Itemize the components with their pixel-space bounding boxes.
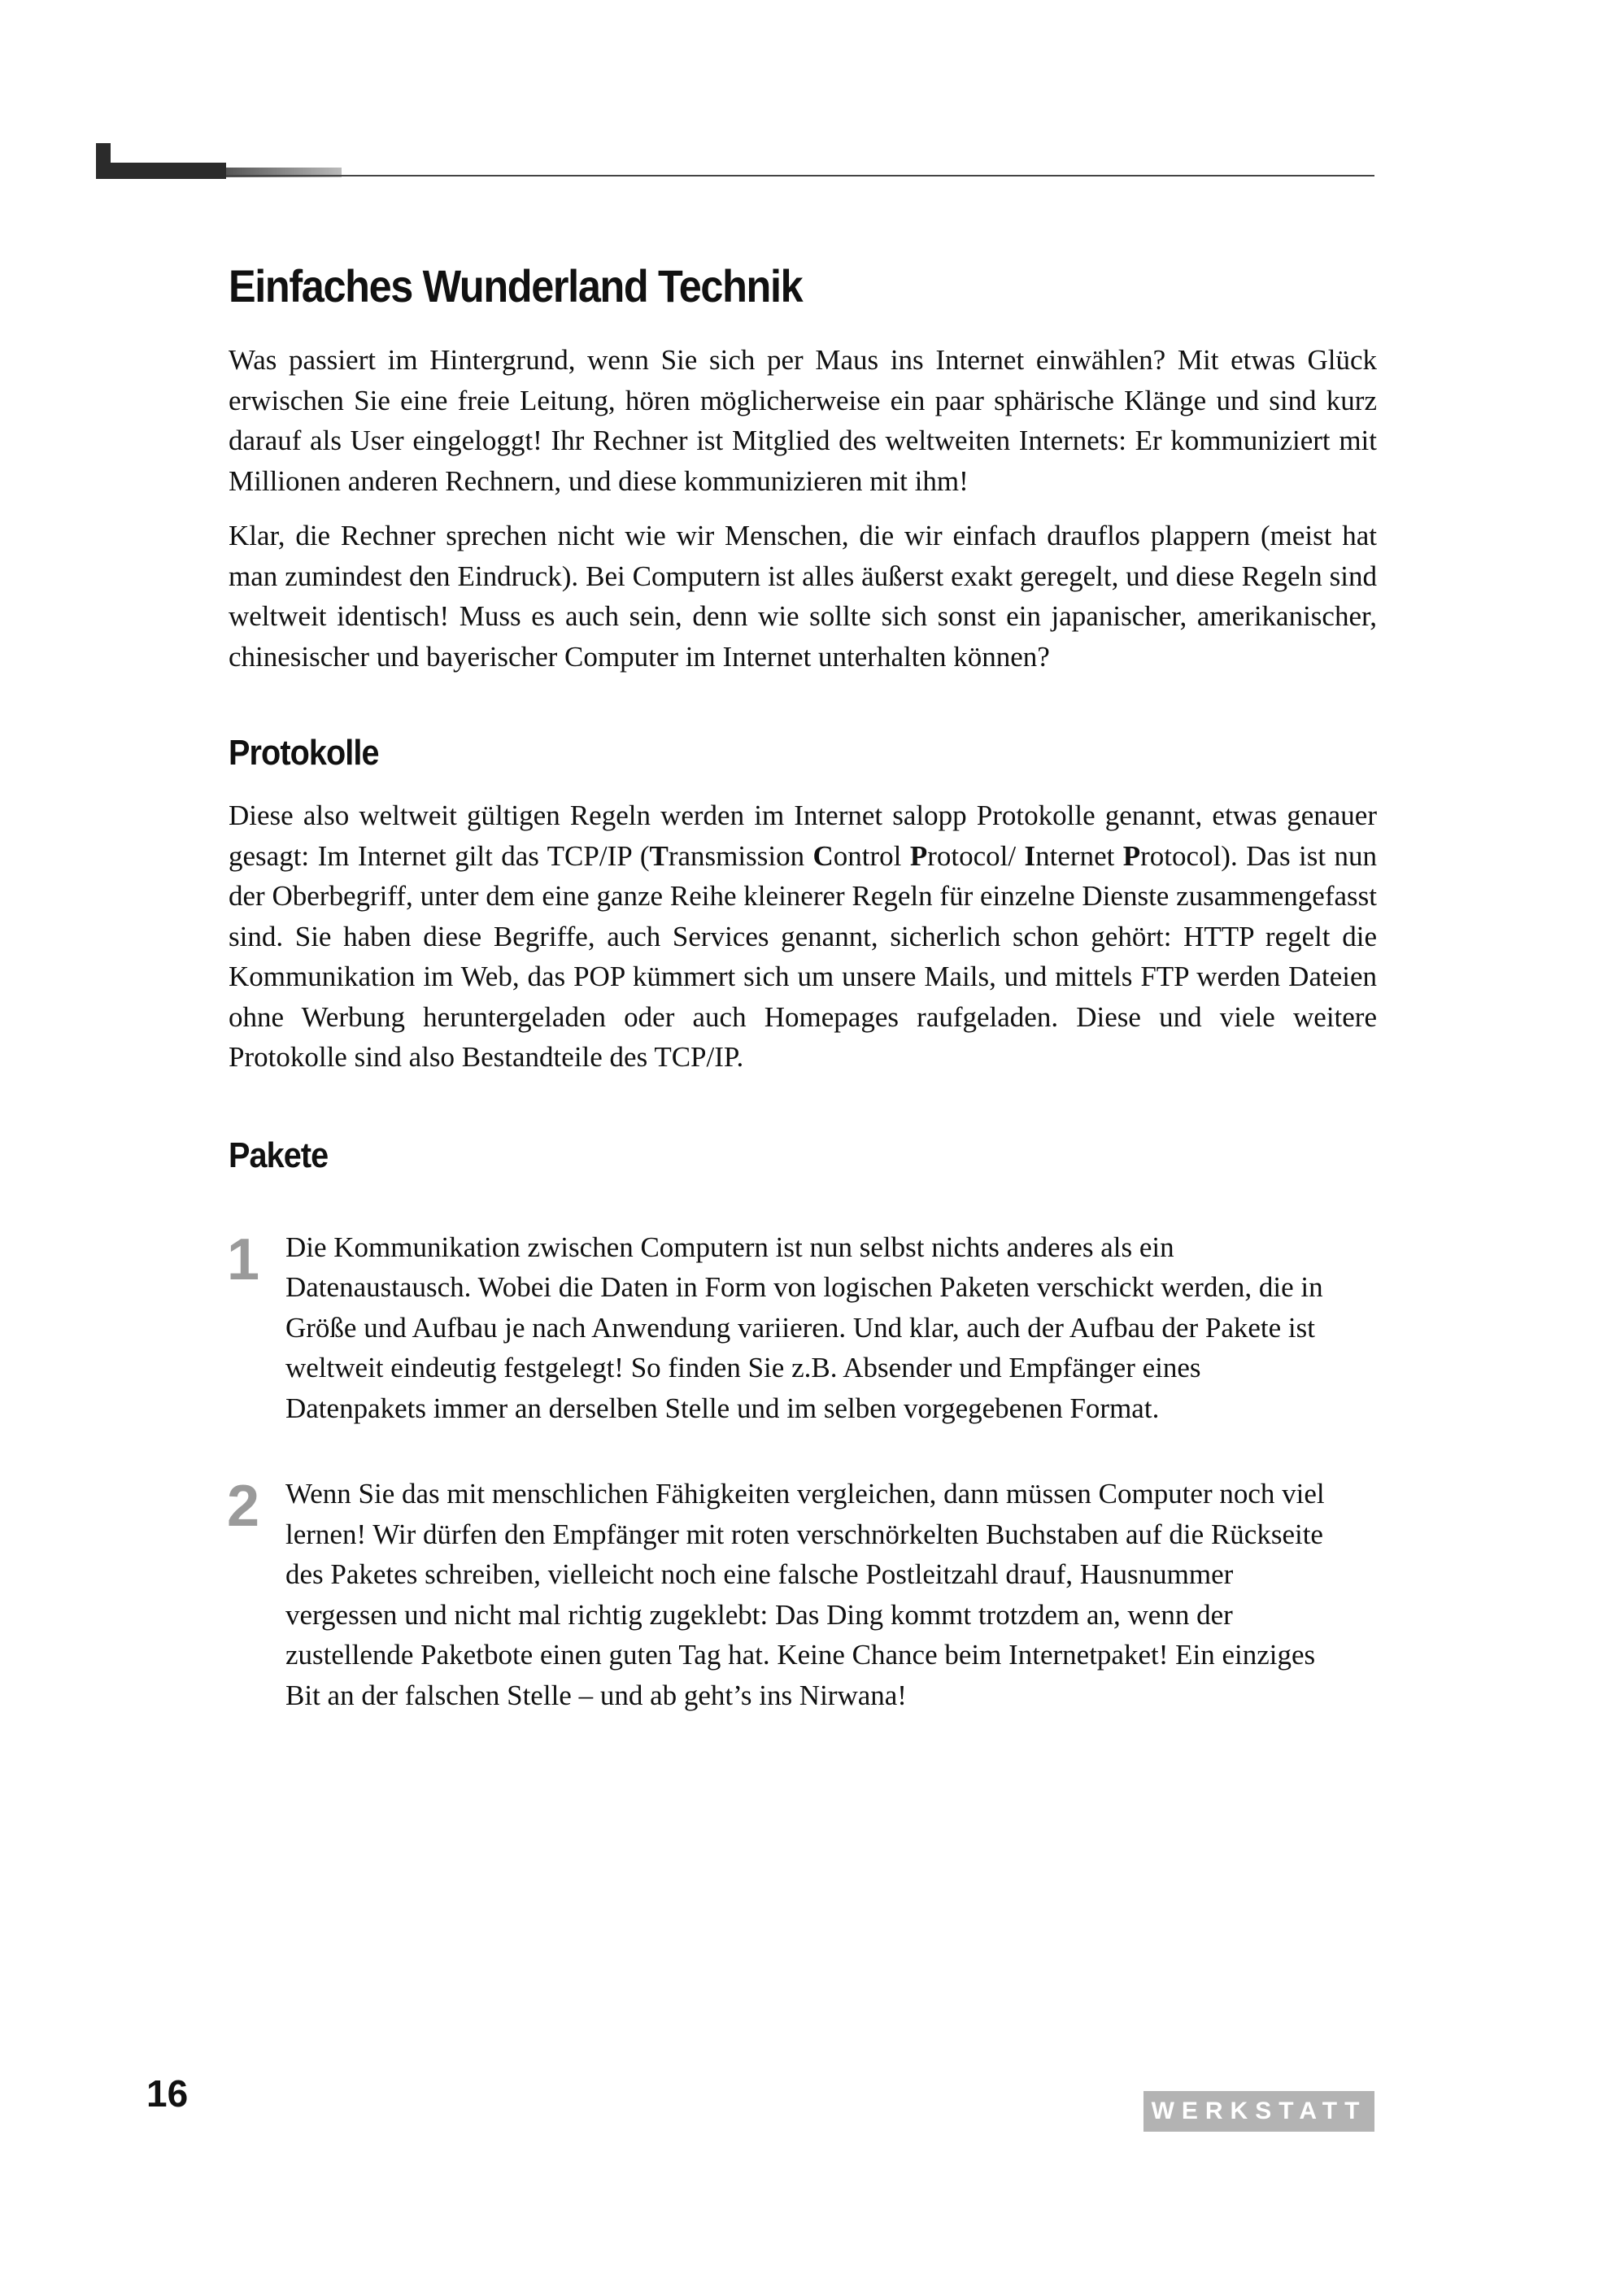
numbered-item: [229, 1227, 1377, 1429]
page-title: Einfaches Wunderland Technik: [229, 260, 803, 312]
intro-paragraph-1: Was passiert im Hintergrund, wenn Sie sich per Maus ins Internet einwählen? Mit etwas Glück erwischen Sie eine freie Leitung, hören möglicherweise ein paar sphärische Klänge und sind kurz darauf als User eingeloggt! Ihr Rechner ist Mitglied des weltweiten Internets: Er kommuniziert mit Millionen anderen Rechnern, und diese kommunizieren mit ihm!: [229, 344, 1377, 497]
page-content: [229, 259, 1377, 1715]
acronym-word-internet: nternet: [1035, 839, 1123, 872]
intro-paragraph-2: Klar, die Rechner sprechen nicht wie wir Menschen, die wir einfach drauflos plappern (meist hat man zumindest den Eindruck). Bei Computern ist alles äußerst exakt geregelt, und diese Regeln sind weltweit identisch! Muss es auch sein, denn wie sollte sich sonst ein japanischer, amerikanischer, chinesischer und bayerischer Computer im Internet unterhalten können?: [229, 520, 1377, 673]
page-number: 16: [146, 2072, 189, 2115]
protokolle-paragraph: [229, 795, 1377, 1078]
section-heading-protokolle: Protokolle: [229, 733, 379, 773]
header-rule-line: [226, 175, 1374, 176]
item-text: Die Kommunikation zwischen Computern ist nun selbst nichts anderes als ein Datenaustausch. Wobei die Daten in Form von logischen Paketen verschickt werden, die in Größe und Aufbau je nach Anwendung variieren. Und klar, auch der Aufbau der Pakete ist weltweit eindeutig festgelegt! So finden Sie z.B. Absender und Empfänger eines Datenpakets immer an derselben Stelle und im selben vorgegebenen Format.: [285, 1231, 1323, 1424]
protokolle-text-start: Diese also weltweit gültigen Regeln werden im Internet salopp Protokolle genannt, etwas genauer gesagt: Im Internet gilt das TCP/IP (: [229, 799, 1377, 872]
acronym-letter-c: C: [812, 839, 834, 872]
item-number: 1: [227, 1226, 260, 1292]
item-text: Wenn Sie das mit menschlichen Fähigkeiten vergleichen, dann müssen Computer noch viel lernen! Wir dürfen den Empfänger mit roten verschnörkelten Buchstaben auf die Rückseite des Paketes schreiben, vielleicht noch eine falsche Postleitzahl drauf, Hausnummer vergessen und nicht mal richtig zugeklebt: Das Ding kommt trotzdem an, wenn der zustellende Paketbote einen guten Tag hat. Keine Chance beim Internetpaket! Ein einziges Bit an der falschen Stelle – und ab geht’s ins Nirwana!: [285, 1478, 1325, 1711]
acronym-letter-p2: P: [1122, 839, 1141, 872]
numbered-item: [229, 1474, 1377, 1715]
acronym-letter-t: T: [649, 839, 669, 872]
acronym-word-transmission: ransmission: [668, 839, 813, 872]
series-badge: WERKSTATT: [1143, 2091, 1374, 2132]
acronym-letter-i: I: [1024, 839, 1036, 872]
section-heading-pakete: Pakete: [229, 1135, 329, 1175]
acronym-word-protocol: rotocol/: [927, 839, 1025, 872]
item-number: 2: [227, 1474, 260, 1539]
acronym-letter-p: P: [909, 839, 928, 872]
protokolle-text-end: rotocol). Das ist nun der Oberbegriff, unter dem eine ganze Reihe kleinerer Regeln für einzelne Dienste zusammengefasst sind. Sie haben diese Begriffe, auch Services genannt, sicherlich schon gehört: HTTP regelt die Kommunikation im Web, das POP kümmert sich um unsere Mails, und mittels FTP werden Dateien ohne Werbung heruntergeladen oder auch Homepages raufgeladen. Diese und viele weitere Protokolle sind also Bestandteile des TCP/IP.: [229, 839, 1377, 1073]
header-rule-notch: [111, 143, 226, 163]
acronym-word-control: ontrol: [833, 839, 910, 872]
